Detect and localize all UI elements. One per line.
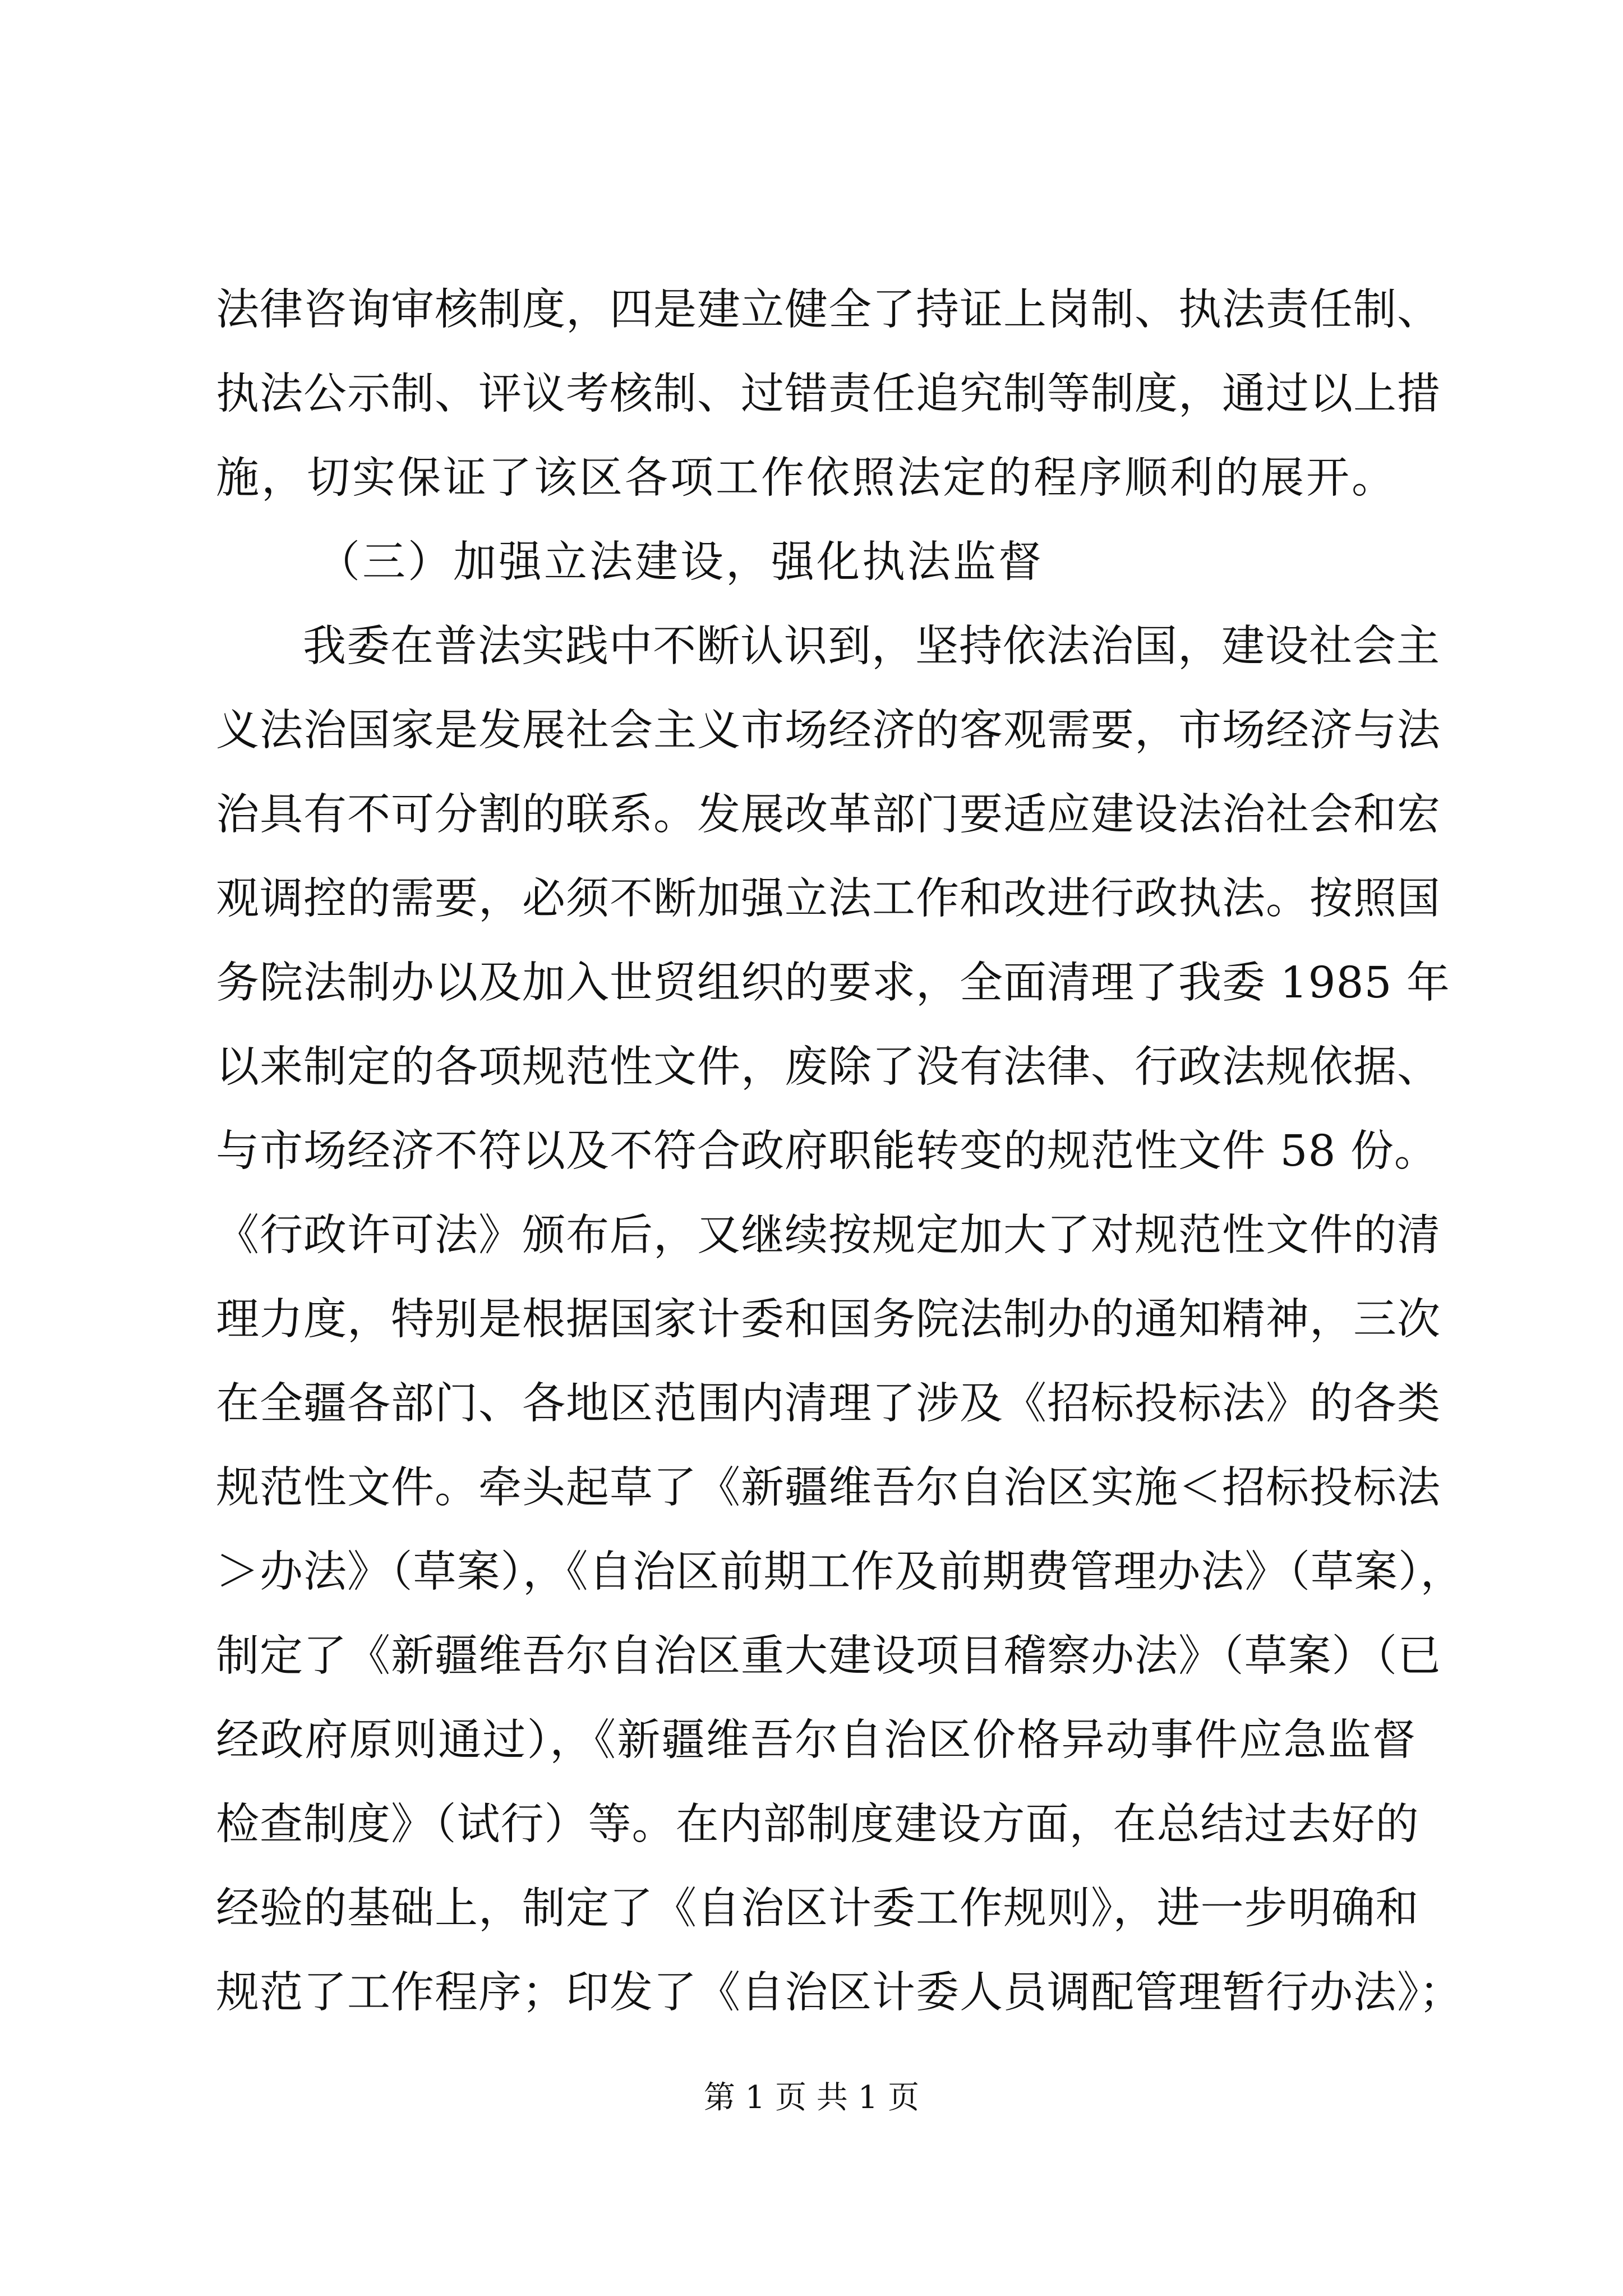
paragraph-line: 执法公示制、评议考核制、过错责任追究制等制度，通过以上措 <box>216 369 1441 419</box>
paragraph-line: 我委在普法实践中不断认识到，坚持依法治国，建设社会主 <box>303 622 1440 671</box>
paragraph-line: 经验的基础上，制定了《自治区计委工作规则》，进一步明确和 <box>216 1884 1419 1934</box>
paragraph-line: 规范性文件。牵头起草了《新疆维吾尔自治区实施＜招标投标法 <box>216 1463 1441 1513</box>
paragraph-line: 义法治国家是发展社会主义市场经济的客观需要，市场经济与法 <box>216 706 1441 756</box>
paragraph-line: 与市场经济不符以及不符合政府职能转变的规范性文件 58 份。 <box>216 1126 1438 1176</box>
paragraph-line: ＞办法》（草案），《自治区前期工作及前期费管理办法》（草案）， <box>216 1547 1464 1597</box>
paragraph-line: 制定了《新疆维吾尔自治区重大建设项目稽察办法》（草案）（已 <box>216 1631 1441 1681</box>
paragraph-line: 观调控的需要，必须不断加强立法工作和改进行政执法。按照国 <box>216 874 1441 924</box>
paragraph-line: 务院法制办以及加入世贸组织的要求，全面清理了我委 1985 年 <box>216 958 1450 1008</box>
paragraph-line: 经政府原则通过），《新疆维吾尔自治区价格异动事件应急监督 <box>216 1715 1416 1765</box>
section-heading: （三）加强立法建设，强化执法监督 <box>317 537 1044 587</box>
paragraph-line: 以来制定的各项规范性文件，废除了没有法律、行政法规依据、 <box>216 1042 1441 1092</box>
paragraph-line: 检查制度》（试行）等。在内部制度建设方面，在总结过去好的 <box>216 1800 1419 1849</box>
paragraph-line: 治具有不可分割的联系。发展改革部门要适应建设法治社会和宏 <box>216 790 1441 840</box>
paragraph-line: 理力度，特别是根据国家计委和国务院法制办的通知精神，三次 <box>216 1295 1441 1345</box>
paragraph-line: 《行政许可法》颁布后，又继续按规定加大了对规范性文件的清 <box>216 1211 1441 1260</box>
paragraph-line: 在全疆各部门、各地区范围内清理了涉及《招标投标法》的各类 <box>216 1379 1441 1429</box>
paragraph-line: 法律咨询审核制度，四是建立健全了持证上岗制、执法责任制、 <box>216 285 1441 335</box>
paragraph-line: 施，切实保证了该区各项工作依照法定的程序顺利的展开。 <box>216 453 1397 503</box>
page-footer: 第 1 页 共 1 页 <box>703 2079 920 2116</box>
document-body <box>216 268 1464 2035</box>
paragraph-line: 规范了工作程序；印发了《自治区计委人员调配管理暂行办法》； <box>216 1968 1463 2018</box>
